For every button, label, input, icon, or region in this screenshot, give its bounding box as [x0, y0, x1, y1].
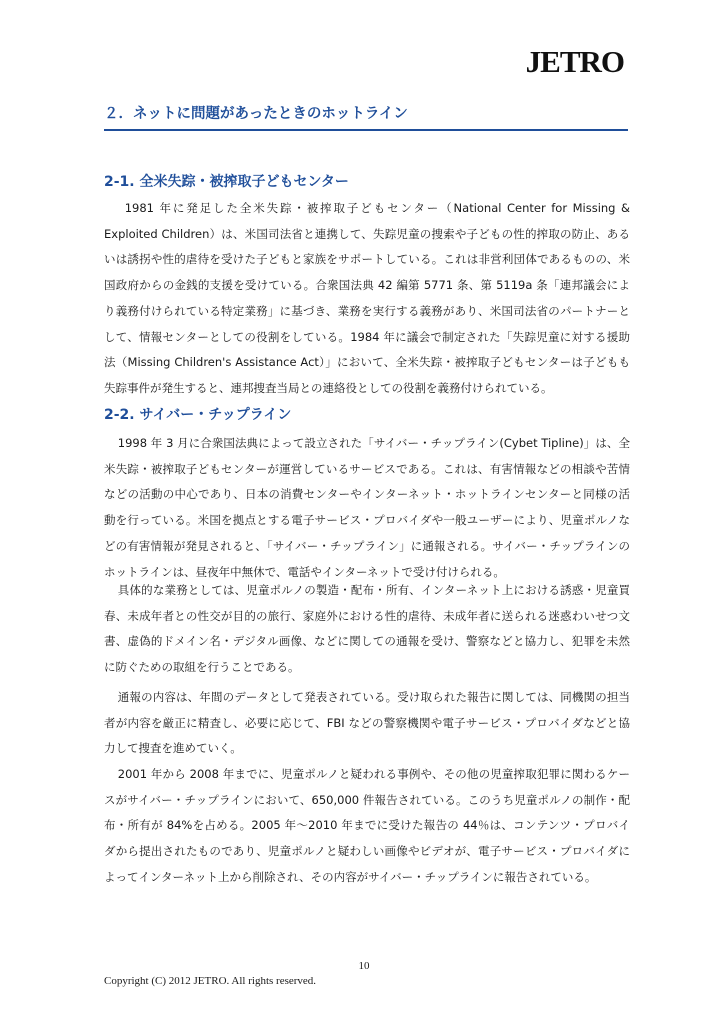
paragraph-2-1: 1981 年に発足した全米失踪・被搾取子どもセンター（National Center for Missing & Exploited Children）は、米国司法省と連携して、失踪児童の捜索や子どもの性的搾取の防止、あるいは誘拐や性的虐待を受けた子どもと家族をサポートしている。これは非営利団体であるものの、米国政府からの金銭的支援を受けている。合衆国法典 42 編第 5771 条、第 5119a 条「連邦議会により義務付けられている特定業務」に基づき、業務を実行する義務があり、米国司法省のパートナーとして、情報センターとしての役割をしている。1984 年に議会で制定された「失踪児童に対する援助法（Missing Children's Assistance Act）」において、全米失踪・被搾取子どもセンターは子どもも失踪事件が発生すると、連邦捜査当局との連絡役としての役割を義務付けられている。: [104, 201, 630, 395]
subsection-heading-2-1: 2-1. 全米失踪・被搾取子どもセンター: [104, 174, 349, 190]
copyright-notice: Copyright (C) 2012 JETRO. All rights reserved.: [104, 975, 317, 987]
section-title: ２．ネットに問題があったときのホットライン: [104, 102, 628, 131]
paragraph-2-2-d: 2001 年から 2008 年までに、児童ポルノと疑われる事例や、その他の児童搾取犯罪に関わるケースがサイバー・チップラインにおいて、650,000 件報告されている。このうち児童ポルノの制作・配布・所有が 84%を占める。2005 年～2010 年までに受けた報告の 44％は、コンテンツ・プロバイダから提出されたものであり、児童ポルノと疑わしい画像やビデオが、電子サービス・プロバイダによってインターネット上から削除され、その内容がサイバー・チップラインに報告されている。: [104, 767, 630, 884]
jetro-logo: JETRO: [525, 44, 624, 79]
paragraph-2-2-c: 通報の内容は、年間のデータとして発表されている。受け取られた報告に関しては、同機関の担当者が内容を厳正に精査し、必要に応じて、FBI などの警察機関や電子サービス・プロバイダなどと協力して捜査を進めていく。: [104, 690, 630, 756]
paragraph-2-2-b: 具体的な業務としては、児童ポルノの製造・配布・所有、インターネット上における誘惑・児童買春、未成年者との性交が目的の旅行、家庭外における性的虐待、未成年者に送られる迷惑わいせつ文書、虚偽的ドメイン名・デジタル画像、などに関しての通報を受け、警察などと協力し、犯罪を未然に防ぐための取組を行うことである。: [104, 583, 630, 675]
page-number: 10: [358, 960, 370, 972]
paragraph-2-2-a: 1998 年 3 月に合衆国法典によって設立された「サイバー・チップライン(Cybet Tipline)」は、全米失踪・被搾取子どもセンターが運営しているサービスである。これは、有害情報などの相談や苦情などの活動の中心であり、日本の消費センターやインターネット・ホットラインセンターと同様の活動を行っている。米国を拠点とする電子サービス・プロバイダや一般ユーザーにより、児童ポルノなどの有害情報が発見されると、「サイバー・チップライン」に通報される。サイバー・チップラインのホットラインは、昼夜年中無休で、電話やインターネットで受け付けられる。: [104, 436, 630, 579]
subsection-heading-2-2: 2-2. サイバー・チップライン: [104, 407, 292, 423]
